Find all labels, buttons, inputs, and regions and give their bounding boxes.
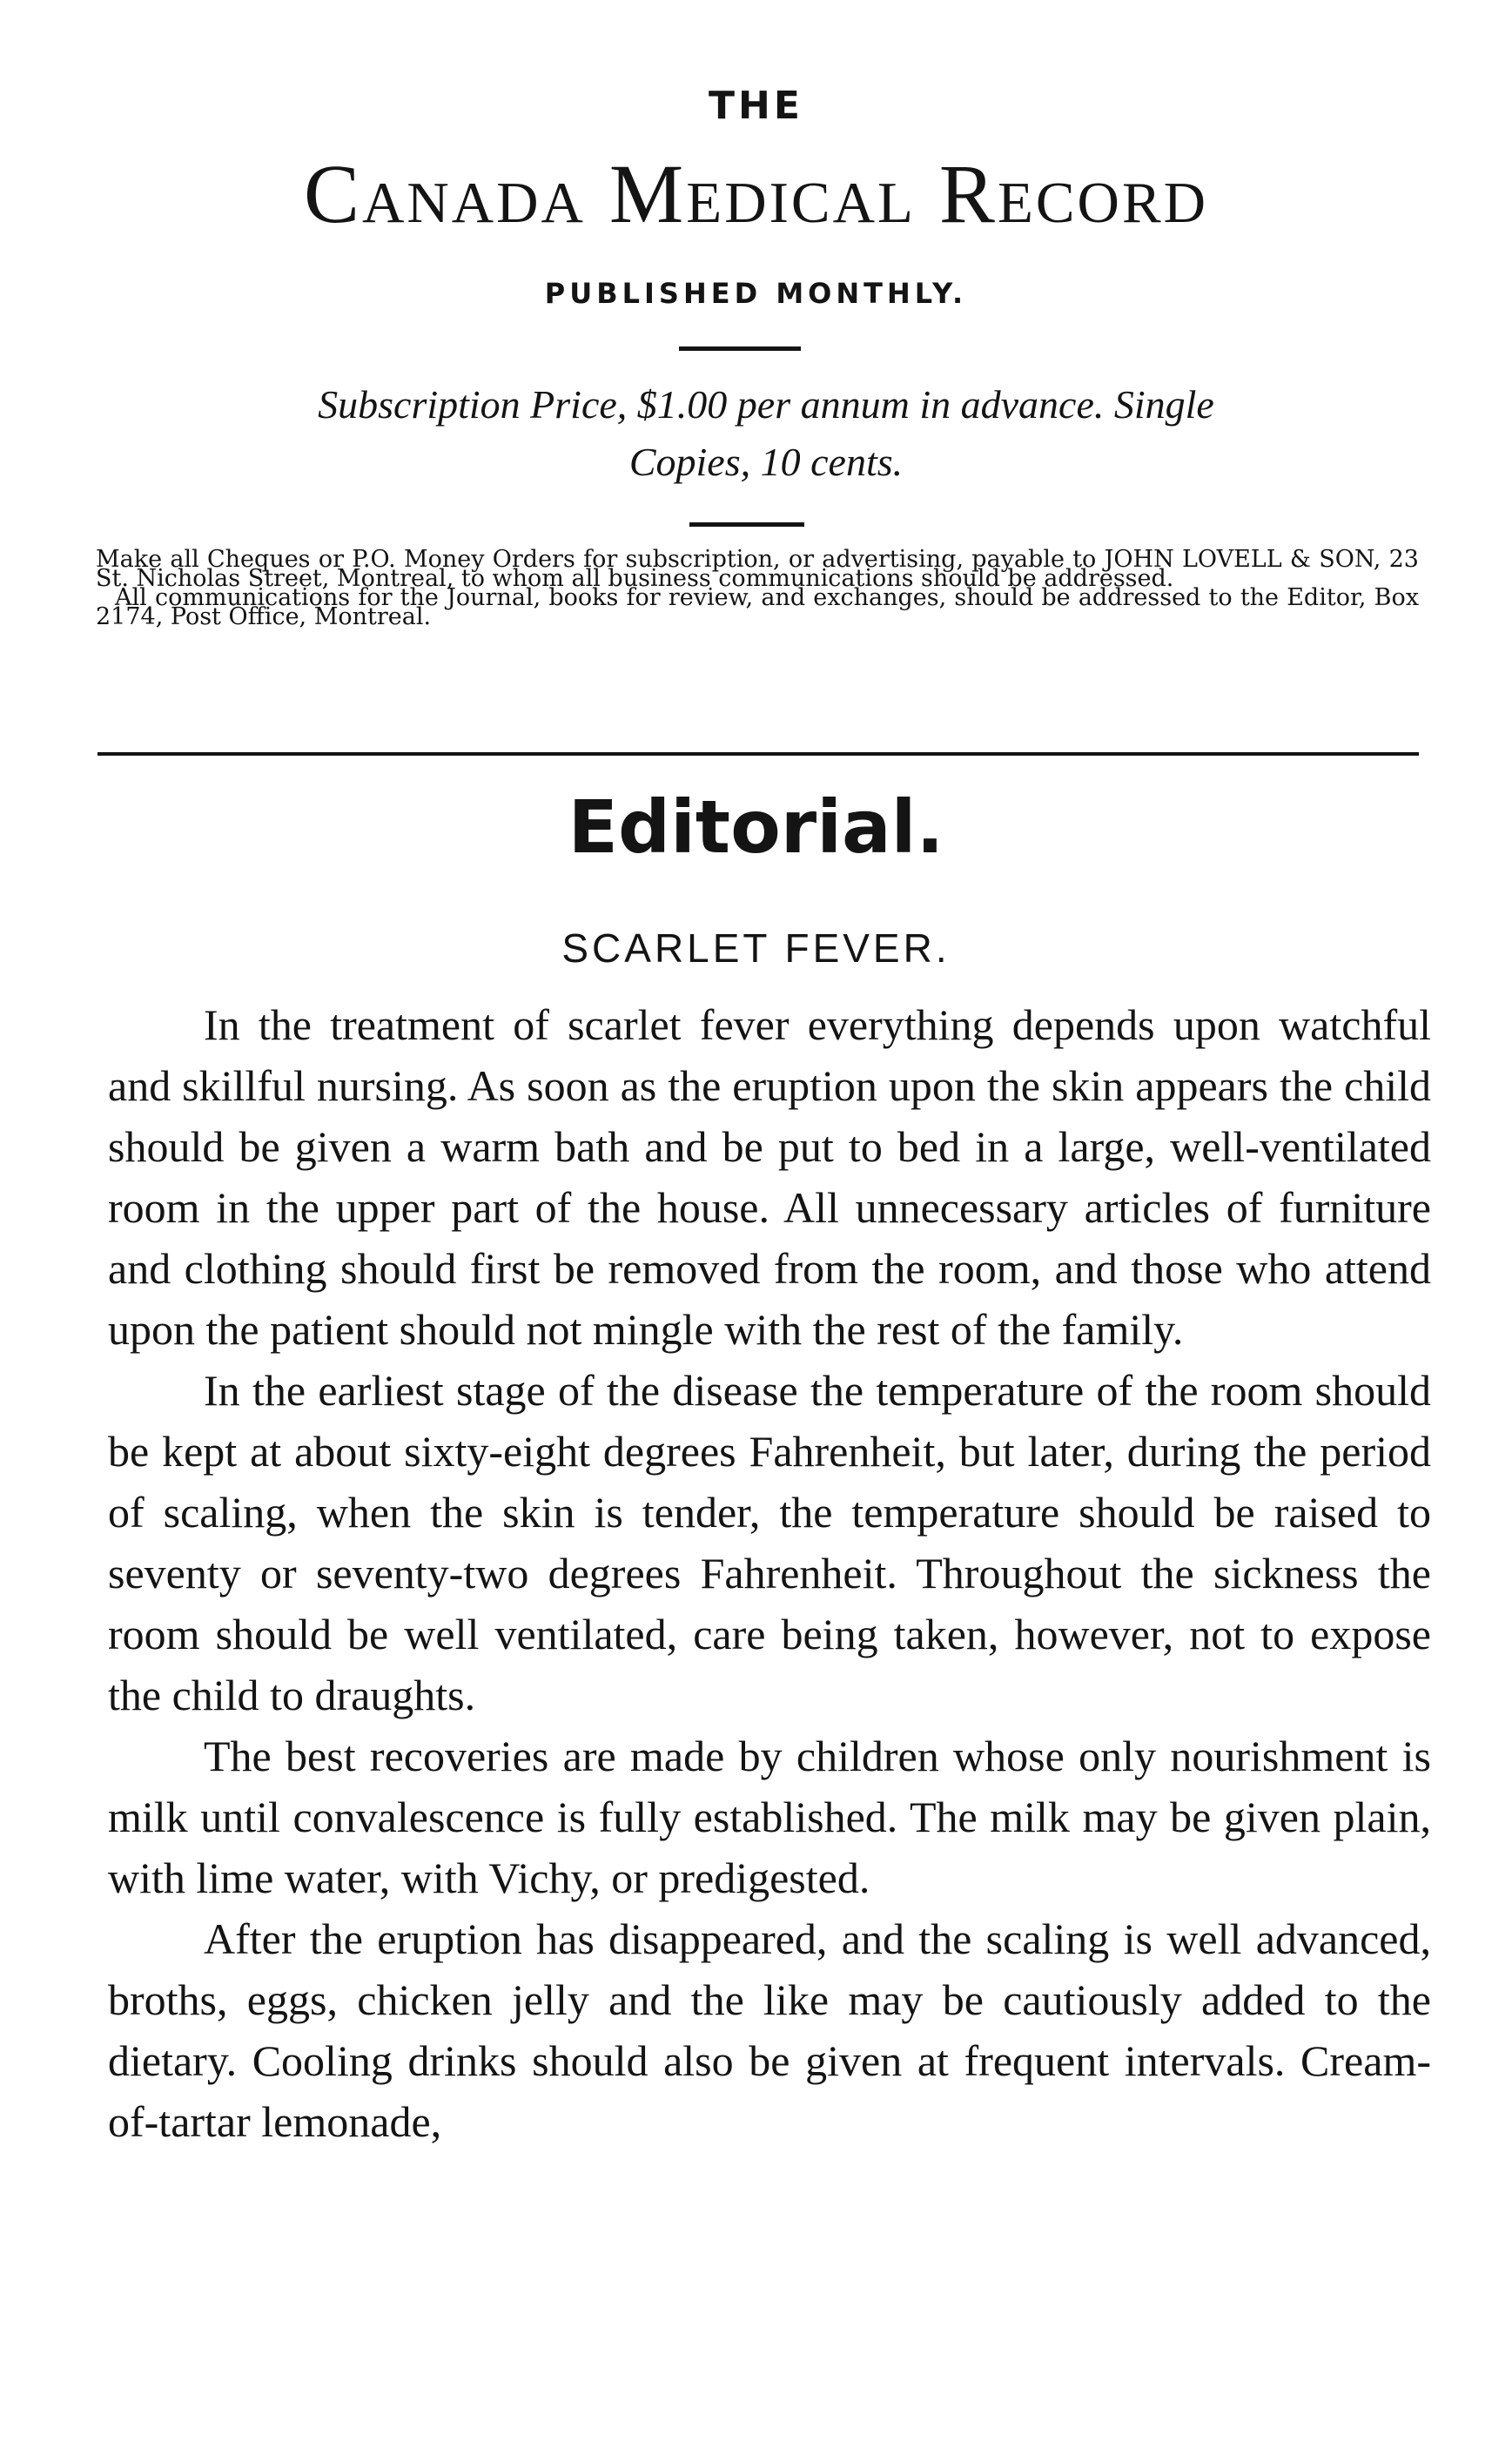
divider-rule	[689, 522, 804, 527]
section-heading: Editorial.	[568, 784, 944, 870]
article-paragraph: The best recoveries are made by children whose only nourishment is milk until convalescence is fully established. The milk may be given plain, with lime water, with Vichy, or predigested.	[108, 1732, 1431, 1902]
article-title: SCARLET FEVER.	[561, 925, 951, 971]
masthead-article: THE	[709, 84, 803, 128]
notice-paragraph: Make all Cheques or P.O. Money Orders for subscription, or advertising, payable to JOHN LOVELL & SON, 23 St. Nicholas Street, Montreal, to whom all business communications should be addressed.	[96, 546, 1419, 592]
journal-title: Canada Medical Record	[303, 147, 1209, 240]
payment-notice	[96, 546, 1419, 630]
subscription-line: Subscription Price, $1.00 per annum in advance. Single	[318, 382, 1214, 427]
divider-rule	[679, 346, 801, 351]
publication-frequency: PUBLISHED MONTHLY.	[544, 277, 968, 310]
notice-paragraph: All communications for the Journal, books for review, and exchanges, should be addressed to the Editor, Box 2174, Post Office, Montreal.	[96, 584, 1419, 630]
article-paragraph: In the earliest stage of the disease the temperature of the room should be kept at about sixty-eight degrees Fahrenheit, but later, during the period of scaling, when the skin is tender, the temperature should be raised to seventy or seventy-two degrees Fahrenheit. Throughout the sickness the room should be well ventilated, care being taken, however, not to expose the child to draughts.	[108, 1366, 1431, 1719]
article-paragraph: In the treatment of scarlet fever everything depends upon watchful and skillful nursing. As soon as the eruption upon the skin appears the child should be given a warm bath and be put to bed in a large, well-ventilated room in the upper part of the house. All unnecessary articles of furniture and clothing should first be removed from the room, and those who attend upon the patient should not mingle with the rest of the family.	[108, 1000, 1431, 1354]
article-body	[108, 994, 1431, 2152]
article-paragraph: After the eruption has disappeared, and the scaling is well advanced, broths, eggs, chicken jelly and the like may be cautiously added to the dietary. Cooling drinks should also be given at frequent intervals. Cream-of-tartar lemonade,	[108, 1914, 1431, 2146]
section-divider	[97, 752, 1419, 756]
subscription-line: Copies, 10 cents.	[628, 440, 904, 484]
subscription-notice	[157, 376, 1375, 491]
